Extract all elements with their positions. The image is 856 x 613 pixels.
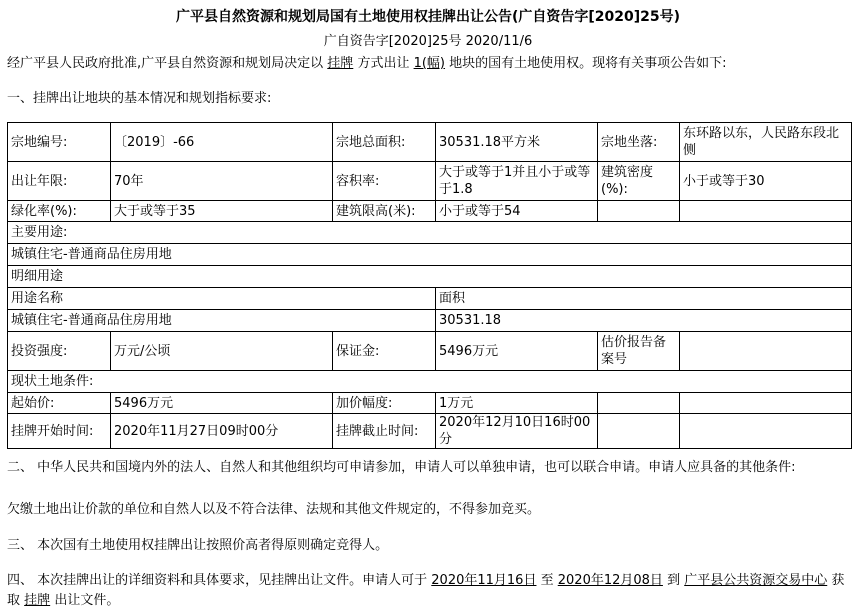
label-cell: 挂牌截止时间: <box>333 414 436 449</box>
label-cell: 挂牌开始时间: <box>8 414 111 449</box>
start-time-value: 2020年11月27日09时00分 <box>111 414 333 449</box>
far-value: 大于或等于1并且小于或等于1.8 <box>436 162 598 201</box>
term-value: 70年 <box>111 162 333 201</box>
label-cell: 用途名称 <box>8 288 436 310</box>
table-row <box>8 332 852 371</box>
label-cell: 宗地总面积: <box>333 123 436 162</box>
page-title: 广平县自然资源和规划局国有土地使用权挂牌出让公告(广自资告字[2020]25号) <box>175 9 681 25</box>
parcel-count: 1(幅) <box>413 56 446 71</box>
label-cell: 建筑限高(米): <box>333 201 436 222</box>
table-row <box>8 371 852 393</box>
label-cell: 绿化率(%): <box>8 201 111 222</box>
label-cell: 起始价: <box>8 393 111 414</box>
transfer-method: 挂牌 <box>24 593 51 608</box>
section-1-heading: 一、挂牌出让地块的基本情况和规划指标要求: <box>7 91 272 106</box>
green-value: 大于或等于35 <box>111 201 333 222</box>
end-time-value: 2020年12月10日16时00分 <box>436 414 598 449</box>
table-row <box>8 222 852 244</box>
label-cell: 建筑密度(%): <box>598 162 680 201</box>
label-cell: 投资强度: <box>8 332 111 371</box>
start-price-value: 5496万元 <box>111 393 333 414</box>
label-cell: 明细用途 <box>8 266 852 288</box>
height-value: 小于或等于54 <box>436 201 598 222</box>
density-value: 小于或等于30 <box>680 162 852 201</box>
label-cell: 宗地编号: <box>8 123 111 162</box>
document-number: 广自资告字[2020]25号 2020/11/6 <box>323 34 533 49</box>
table-row <box>8 162 852 201</box>
label-cell: 主要用途: <box>8 222 852 244</box>
label-cell: 加价幅度: <box>333 393 436 414</box>
table-row <box>8 393 852 414</box>
location-value: 东环路以东，人民路东段北侧 <box>680 123 852 162</box>
trading-center: 广平县公共资源交易中心 <box>684 573 828 588</box>
invest-value: 万元/公顷 <box>111 332 333 371</box>
table-row <box>8 123 852 162</box>
table-row <box>8 288 852 310</box>
main-use-value: 城镇住宅-普通商品住房用地 <box>8 244 852 266</box>
parcel-no-value: 〔2019〕-66 <box>111 123 333 162</box>
label-cell: 容积率: <box>333 162 436 201</box>
section-3-paragraph: 三、 本次国有土地使用权挂牌出让按照价高者得原则确定竞得人。 <box>7 538 389 553</box>
label-cell: 保证金: <box>333 332 436 371</box>
table-row <box>8 310 852 332</box>
table-row <box>8 201 852 222</box>
intro-paragraph: 经广平县人民政府批准,广平县自然资源和规划局决定以 挂牌 方式出让 1(幅) 地块的国有土地使用权。现将有关事项公告如下: <box>7 56 727 71</box>
use-area-value: 30531.18 <box>436 310 852 332</box>
transfer-method: 挂牌 <box>327 56 354 71</box>
date-from: 2020年11月16日 <box>431 573 537 588</box>
use-name-value: 城镇住宅-普通商品住房用地 <box>8 310 436 332</box>
section-4-paragraph: 四、 本次挂牌出让的详细资料和具体要求，见挂牌出让文件。申请人可于 2020年11月16日 至 2020年12月08日 到 广平县公共资源交易中心 获取 挂牌 出让文件。 <box>7 573 845 608</box>
section-2-paragraph: 二、 中华人民共和国境内外的法人、自然人和其他组织均可申请参加，申请人可以单独申请，也可以联合申请。申请人应具备的其他条件: <box>7 460 796 475</box>
area-value: 30531.18平方米 <box>436 123 598 162</box>
label-cell: 估价报告备案号 <box>598 332 680 371</box>
label-cell: 现状土地条件: <box>8 371 852 393</box>
label-cell: 面积 <box>436 288 852 310</box>
deposit-value: 5496万元 <box>436 332 598 371</box>
increment-value: 1万元 <box>436 393 598 414</box>
table-row <box>8 414 852 449</box>
label-cell: 出让年限: <box>8 162 111 201</box>
table-row <box>8 244 852 266</box>
parcel-info-table <box>7 122 852 449</box>
label-cell: 宗地坐落: <box>598 123 680 162</box>
table-row <box>8 266 852 288</box>
date-to: 2020年12月08日 <box>557 573 663 588</box>
section-2-restriction: 欠缴土地出让价款的单位和自然人以及不符合法律、法规和其他文件规定的，不得参加竞买。 <box>7 502 541 517</box>
appraisal-value <box>680 332 852 371</box>
